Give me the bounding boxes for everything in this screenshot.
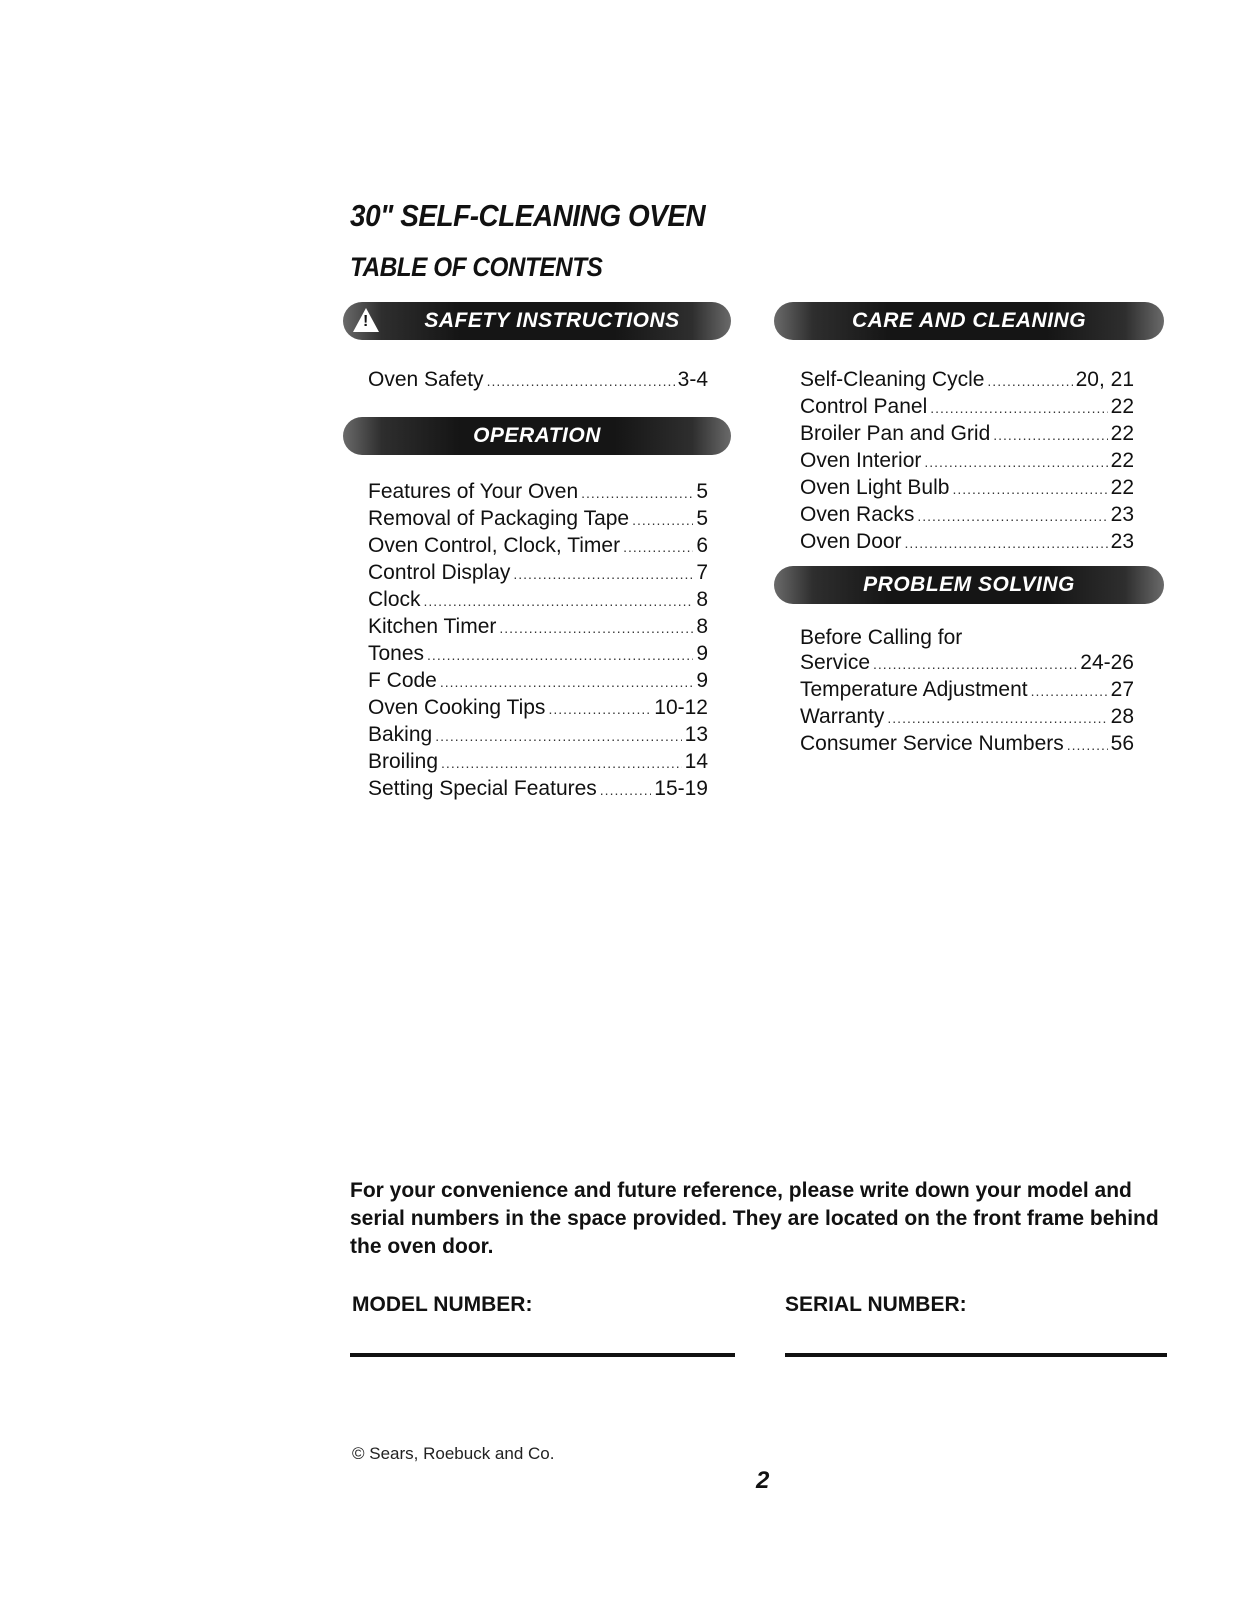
toc-entry-page: 22 — [1110, 476, 1134, 499]
toc-entry-label: Kitchen Timer — [368, 615, 497, 638]
toc-entry-label: Service — [800, 651, 871, 674]
toc-entry[interactable] — [368, 668, 708, 695]
operation-toc-list — [368, 479, 708, 803]
document-title: 30" SELF-CLEANING OVEN — [350, 198, 706, 233]
leader-dots — [548, 697, 651, 722]
toc-entry[interactable] — [800, 704, 1134, 731]
toc-entry-label: Features of Your Oven — [368, 480, 579, 503]
safety-instructions-banner — [343, 302, 731, 340]
toc-entry[interactable] — [800, 475, 1134, 502]
toc-entry-label: Self-Cleaning Cycle — [800, 368, 985, 391]
toc-entry-label: F Code — [368, 669, 437, 692]
leader-dots — [427, 643, 693, 668]
toc-entry-page: 22 — [1110, 395, 1134, 418]
leader-dots — [952, 477, 1107, 502]
toc-entry[interactable] — [368, 695, 708, 722]
toc-entry[interactable] — [368, 506, 708, 533]
toc-entry-label: Control Display — [368, 561, 511, 584]
toc-entry[interactable] — [368, 587, 708, 614]
toc-entry-page: 8 — [696, 615, 708, 638]
page-number: 2 — [756, 1467, 770, 1494]
toc-entry-label: Consumer Service Numbers — [800, 732, 1064, 755]
toc-entry[interactable] — [800, 650, 1134, 677]
toc-entry[interactable] — [368, 641, 708, 668]
leader-dots — [632, 508, 693, 533]
care-toc-list — [800, 367, 1134, 556]
toc-entry-page: 22 — [1110, 422, 1134, 445]
leader-dots — [873, 652, 1077, 677]
problem-solving-banner — [774, 566, 1164, 604]
operation-banner — [343, 417, 731, 455]
leader-dots — [513, 562, 693, 587]
toc-entry-page: 15-19 — [654, 777, 708, 800]
serial-number-label: SERIAL NUMBER: — [785, 1293, 967, 1316]
toc-entry[interactable] — [800, 394, 1134, 421]
toc-entry-label: Oven Door — [800, 530, 902, 553]
leader-dots — [435, 724, 681, 749]
toc-entry[interactable] — [800, 448, 1134, 475]
leader-dots — [600, 778, 651, 803]
banner-label: PROBLEM SOLVING — [863, 573, 1075, 596]
toc-entry[interactable] — [368, 614, 708, 641]
toc-entry-page: 22 — [1110, 449, 1134, 472]
toc-entry-page: 3-4 — [677, 368, 708, 391]
toc-entry-page: 5 — [696, 507, 708, 530]
care-and-cleaning-banner — [774, 302, 1164, 340]
toc-heading: TABLE OF CONTENTS — [350, 252, 603, 282]
model-number-line — [350, 1353, 735, 1357]
toc-entry-page: 56 — [1110, 732, 1134, 755]
toc-entry-label: Oven Safety — [368, 368, 484, 391]
toc-entry-label: Baking — [368, 723, 433, 746]
leader-dots — [924, 450, 1107, 475]
toc-entry-label: Oven Cooking Tips — [368, 696, 546, 719]
banner-label: OPERATION — [473, 424, 601, 447]
leader-dots — [987, 369, 1072, 394]
toc-entry-page: 9 — [696, 669, 708, 692]
leader-dots — [441, 751, 682, 776]
toc-entry-label: Oven Interior — [800, 449, 922, 472]
toc-entry-page: 28 — [1110, 705, 1134, 728]
leader-dots — [930, 396, 1107, 421]
leader-dots — [424, 589, 694, 614]
toc-entry-label: Temperature Adjustment — [800, 678, 1028, 701]
toc-entry[interactable] — [800, 677, 1134, 704]
toc-entry-page: 14 — [684, 750, 708, 773]
toc-entry[interactable] — [368, 749, 708, 776]
toc-entry-page: 8 — [696, 588, 708, 611]
leader-dots — [905, 531, 1108, 556]
toc-entry-page: 27 — [1110, 678, 1134, 701]
toc-entry-label: Oven Light Bulb — [800, 476, 950, 499]
problem-toc-list — [800, 625, 1134, 758]
toc-entry-page: 6 — [696, 534, 708, 557]
toc-entry-label: Warranty — [800, 705, 885, 728]
safety-toc-list — [368, 367, 708, 394]
leader-dots — [917, 504, 1107, 529]
toc-entry[interactable] — [368, 479, 708, 506]
toc-entry[interactable] — [368, 776, 708, 803]
leader-dots — [581, 481, 693, 506]
toc-entry[interactable] — [368, 722, 708, 749]
toc-entry-page: 23 — [1110, 503, 1134, 526]
toc-entry-page: 9 — [696, 642, 708, 665]
toc-entry[interactable] — [800, 502, 1134, 529]
toc-entry-label: Oven Racks — [800, 503, 915, 526]
banner-label: SAFETY INSTRUCTIONS — [424, 309, 680, 332]
toc-entry[interactable] — [368, 560, 708, 587]
toc-entry[interactable] — [800, 367, 1134, 394]
banner-label: CARE AND CLEANING — [851, 309, 1087, 332]
toc-entry-label: Broiler Pan and Grid — [800, 422, 991, 445]
toc-entry-label: Control Panel — [800, 395, 928, 418]
toc-entry[interactable] — [368, 367, 708, 394]
toc-entry-page: 5 — [696, 480, 708, 503]
toc-entry-page: 20, 21 — [1075, 368, 1134, 391]
leader-dots — [487, 369, 675, 394]
toc-entry-label: Removal of Packaging Tape — [368, 507, 630, 530]
leader-dots — [1067, 733, 1108, 758]
toc-entry-page: 7 — [696, 561, 708, 584]
toc-entry-label-line: Before Calling for — [800, 626, 963, 649]
toc-entry-page: 10-12 — [654, 696, 708, 719]
serial-number-line — [785, 1353, 1167, 1357]
toc-entry-label: Clock — [368, 588, 421, 611]
toc-entry-label: Oven Control, Clock, Timer — [368, 534, 621, 557]
toc-entry-label: Broiling — [368, 750, 439, 773]
leader-dots — [499, 616, 693, 641]
leader-dots — [440, 670, 693, 695]
leader-dots — [887, 706, 1107, 731]
warning-triangle-icon — [353, 308, 379, 332]
toc-entry[interactable] — [800, 529, 1134, 556]
model-number-label: MODEL NUMBER: — [352, 1293, 533, 1316]
toc-entry[interactable] — [800, 421, 1134, 448]
toc-entry-label: Setting Special Features — [368, 777, 597, 800]
toc-entry-page: 23 — [1110, 530, 1134, 553]
leader-dots — [1031, 679, 1108, 704]
copyright-notice: © Sears, Roebuck and Co. — [352, 1444, 555, 1463]
serial-number-note: For your convenience and future reference, please write down your model and serial numbers in the space provided. They are located on the front frame behind the oven door. — [350, 1179, 1159, 1258]
toc-entry[interactable] — [800, 731, 1134, 758]
toc-entry-page: 13 — [684, 723, 708, 746]
toc-entry-label: Tones — [368, 642, 425, 665]
leader-dots — [623, 535, 693, 560]
toc-entry[interactable] — [368, 533, 708, 560]
toc-entry-page: 24-26 — [1080, 651, 1134, 674]
leader-dots — [993, 423, 1107, 448]
